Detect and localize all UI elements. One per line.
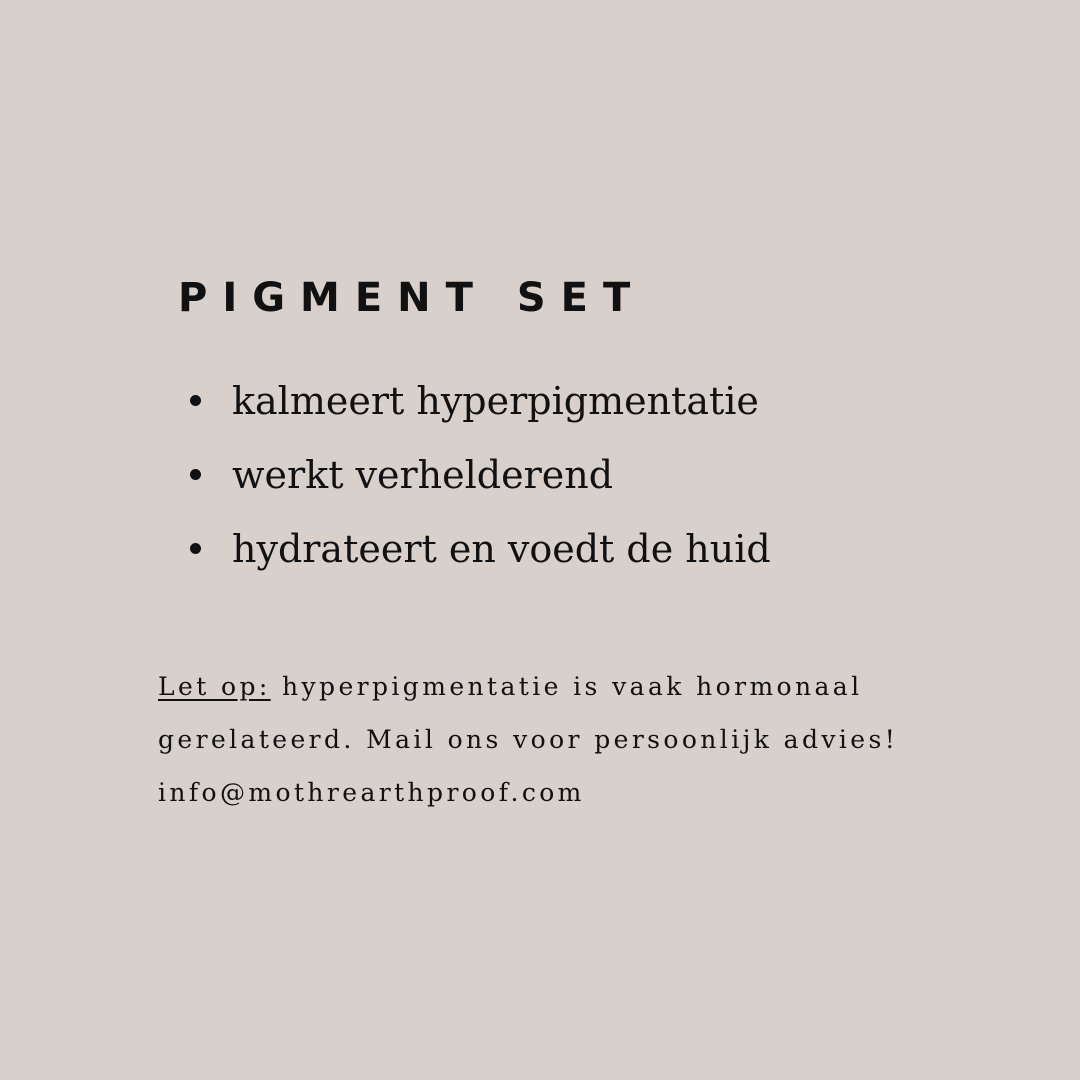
note-line-1 [158, 660, 1018, 713]
advice-note [158, 660, 1018, 819]
note-text-1: hyperpigmentatie is vaak hormonaal [282, 672, 863, 701]
bullet-dot-icon [190, 395, 201, 406]
list-item [186, 374, 771, 428]
list-item-label: werkt verhelderend [232, 453, 614, 497]
bullet-dot-icon [190, 543, 201, 554]
list-item [186, 522, 771, 576]
list-item [186, 448, 771, 502]
bullet-dot-icon [190, 469, 201, 480]
note-text-2: gerelateerd. Mail ons voor persoonlijk advies! [158, 725, 899, 754]
page-title: PIGMENT SET [178, 275, 646, 321]
list-item-label: hydrateert en voedt de huid [232, 527, 771, 571]
feature-list [186, 374, 771, 596]
contact-email: info@mothrearthproof.com [158, 778, 585, 807]
note-label: Let op: [158, 672, 271, 701]
list-item-label: kalmeert hyperpigmentatie [232, 379, 759, 423]
